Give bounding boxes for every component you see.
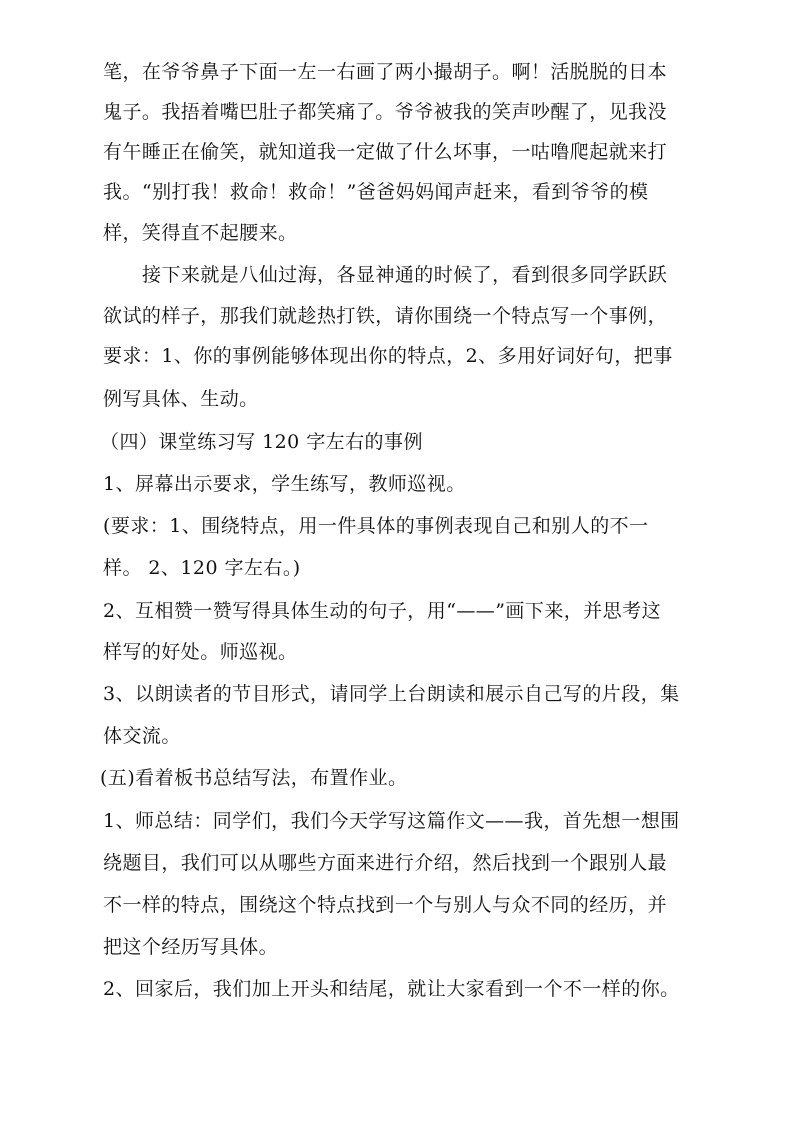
section-four-step-3-line-1: 3、以朗读者的节目形式，请同学上台朗读和展示自己写的片段，集 <box>103 683 680 705</box>
section-five-step-1-line-4: 把这个经历写具体。 <box>103 936 279 958</box>
story-line-4: 我。“别打我！救命！救命！”爸爸妈妈闻声赶来，看到爷爷的模 <box>103 181 649 203</box>
transition-line-1: 接下来就是八仙过海，各显神通的时候了，看到很多同学跃跃 <box>142 264 668 286</box>
transition-line-3: 要求：1、你的事例能够体现出你的特点，2、多用好词好句，把事 <box>103 345 673 367</box>
story-line-2: 鬼子。我捂着嘴巴肚子都笑痛了。爷爷被我的笑声吵醒了，见我没 <box>103 101 668 123</box>
section-four-step-1: 1、屏幕出示要求，学生练写，教师巡视。 <box>103 473 466 495</box>
section-five-step-1-line-2: 绕题目，我们可以从哪些方面来进行介绍，然后找到一个跟别人最 <box>103 852 668 874</box>
section-five-step-1-line-3: 不一样的特点，围绕这个特点找到一个与别人与众不同的经历，并 <box>103 894 668 916</box>
section-four-step-3-line-2: 体交流。 <box>103 725 181 747</box>
story-line-5: 样，笑得直不起腰来。 <box>103 222 298 244</box>
section-five-step-1-line-1: 1、师总结：同学们，我们今天学写这篇作文——我，首先想一想围 <box>103 810 680 832</box>
story-line-3: 有午睡正在偷笑，就知道我一定做了什么坏事，一咕噜爬起就来打 <box>103 141 668 163</box>
story-line-1: 笔，在爷爷鼻子下面一左一右画了两小撮胡子。啊！活脱脱的日本 <box>103 61 668 83</box>
requirement-line-1: (要求：1、围绕特点，用一件具体的事例表现自己和别人的不一 <box>103 515 649 537</box>
requirement-line-2: 样。 2、120 字左右。) <box>103 557 301 579</box>
transition-line-2: 欲试的样子，那我们就趁热打铁，请你围绕一个特点写一个事例， <box>103 305 668 327</box>
section-four-step-2-line-1: 2、互相赞一赞写得具体生动的句子，用“——”画下来，并思考这 <box>103 600 662 622</box>
section-five-step-2: 2、回家后，我们加上开头和结尾，就让大家看到一个不一样的你。 <box>103 978 680 1000</box>
section-four-heading: （四）课堂练习写 120 字左右的事例 <box>100 431 423 453</box>
transition-line-4: 例写具体、生动。 <box>103 388 259 410</box>
section-four-step-2-line-2: 样写的好处。师巡视。 <box>103 641 298 663</box>
section-five-heading: (五)看着板书总结写法，布置作业。 <box>100 767 408 789</box>
